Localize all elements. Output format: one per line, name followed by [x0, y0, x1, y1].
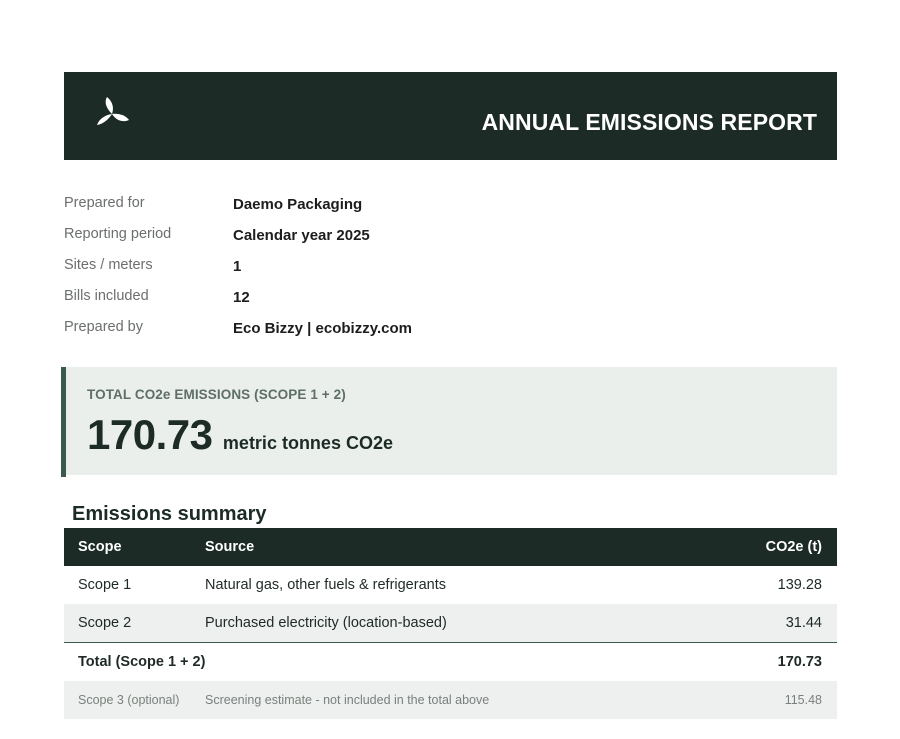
emissions-summary-table — [64, 528, 837, 719]
cell-co2e: 115.48 — [784, 693, 822, 707]
table-row — [64, 604, 837, 642]
column-header-source: Source — [205, 539, 255, 555]
cell-total-co2e: 170.73 — [777, 654, 822, 670]
meta-label: Reporting period — [64, 226, 172, 242]
meta-label: Bills included — [64, 288, 149, 304]
meta-row-bills-included — [64, 288, 764, 319]
accent-bar — [61, 367, 66, 477]
meta-label: Prepared for — [64, 195, 145, 211]
cell-source: Purchased electricity (location-based) — [205, 615, 447, 631]
cell-total-label: Total (Scope 1 + 2) — [78, 654, 206, 670]
meta-row-prepared-by — [64, 319, 764, 350]
total-emissions-label: TOTAL CO2e EMISSIONS (SCOPE 1 + 2) — [87, 387, 346, 402]
report-meta — [64, 195, 764, 350]
leaf-trefoil-icon — [94, 94, 134, 134]
section-title-emissions-summary: Emissions summary — [72, 503, 267, 525]
column-header-scope: Scope — [78, 539, 122, 555]
cell-source: Natural gas, other fuels & refrigerants — [205, 577, 446, 593]
cell-co2e: 31.44 — [785, 615, 822, 631]
meta-label: Prepared by — [64, 319, 143, 335]
cell-scope: Scope 1 — [78, 577, 132, 593]
meta-value: 1 — [233, 258, 242, 275]
meta-label: Sites / meters — [64, 257, 153, 273]
cell-scope: Scope 2 — [78, 615, 132, 631]
report-header — [64, 72, 837, 160]
column-header-co2e: CO2e (t) — [765, 539, 822, 555]
report-title: ANNUAL EMISSIONS REPORT — [481, 109, 817, 135]
total-emissions-figure — [87, 411, 393, 459]
meta-value: Calendar year 2025 — [233, 227, 370, 244]
cell-source: Screening estimate - not included in the total above — [205, 693, 490, 707]
total-emissions-unit: metric tonnes CO2e — [222, 433, 393, 453]
table-row — [64, 566, 837, 604]
meta-value: Eco Bizzy | ecobizzy.com — [233, 320, 412, 337]
cell-scope: Scope 3 (optional) — [78, 693, 180, 707]
total-emissions-card — [61, 367, 837, 475]
table-header-row — [64, 528, 837, 566]
total-emissions-value: 170.73 — [87, 411, 213, 458]
meta-row-sites-meters — [64, 257, 764, 288]
meta-value: Daemo Packaging — [233, 196, 363, 213]
meta-row-reporting-period — [64, 226, 764, 257]
meta-row-prepared-for — [64, 195, 764, 226]
table-scope3-row — [64, 681, 837, 719]
table-total-row — [64, 642, 837, 681]
meta-value: 12 — [233, 289, 250, 306]
cell-co2e: 139.28 — [777, 577, 822, 593]
